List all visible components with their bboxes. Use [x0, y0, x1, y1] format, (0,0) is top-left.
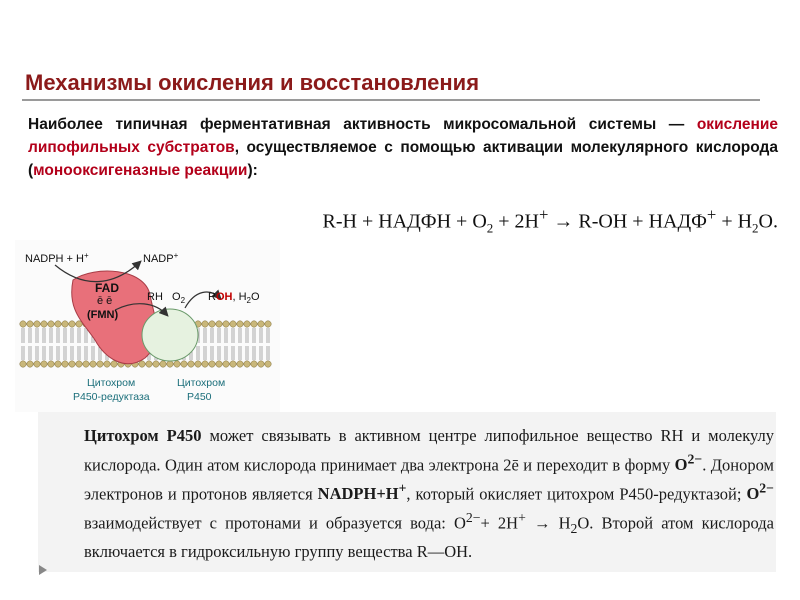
lipid-head: [216, 361, 222, 367]
lipid-head: [27, 361, 33, 367]
lipid-head: [153, 361, 159, 367]
reductase-label-line2: Р450-редуктаза: [73, 391, 150, 403]
eq-sup: +: [706, 205, 717, 224]
lipid-head: [20, 321, 26, 327]
lipid-head: [62, 321, 68, 327]
lipid-head: [251, 321, 257, 327]
eq-sup: +: [539, 205, 549, 224]
lipid-head: [230, 321, 236, 327]
eq-part: + 2H: [493, 210, 539, 233]
nadp-label: NADP+: [143, 251, 179, 265]
fad-label: FAD: [95, 281, 119, 295]
lipid-head: [76, 361, 82, 367]
p450-label-line1: Цитохром: [177, 377, 226, 389]
p450-label-line2: Р450: [187, 391, 212, 403]
eq-arrow: →: [548, 210, 579, 233]
lipid-head: [188, 361, 194, 367]
eq-sub: 2: [752, 220, 759, 236]
explanation-emph: O: [746, 484, 760, 504]
nadph-label: NADPH + H+: [25, 251, 89, 265]
explanation-part: может связывать в активном центре липофильное вещество RH и молекулу кислорода. Один атом кислорода принимает два электрона 2ē и переходит в форму: [84, 426, 774, 475]
explanation-sup: 2−: [759, 480, 774, 496]
cytochrome-diagram: [15, 240, 280, 412]
lipid-head: [265, 361, 271, 367]
lipid-head: [146, 361, 152, 367]
lipid-head: [55, 321, 61, 327]
slide-bullet-icon: [39, 565, 47, 575]
o2-label: $O_2$: [172, 291, 186, 305]
reaction-equation: [323, 205, 778, 237]
explanation-emph: Цитохром Р450: [84, 426, 202, 445]
p450-protein: [142, 309, 198, 361]
eq-part: O.: [758, 210, 778, 233]
reductase-label-line1: Цитохром: [87, 377, 136, 389]
lipid-head: [181, 361, 187, 367]
explanation-sup: 2−: [465, 509, 481, 525]
explanation-part: , который окисляет цитохром Р450-редуктазой;: [406, 484, 747, 504]
lipid-head: [160, 361, 166, 367]
lipid-head: [97, 361, 103, 367]
explanation-sup: 2−: [687, 451, 703, 467]
lipid-head: [69, 361, 75, 367]
explanation-text: [84, 424, 774, 564]
eq-part: + H: [716, 210, 753, 233]
para-suffix: ):: [247, 162, 258, 179]
explanation-text-image: [38, 412, 776, 572]
lipid-head: [41, 321, 47, 327]
lipid-head: [34, 361, 40, 367]
lipid-head: [202, 321, 208, 327]
lipid-head: [174, 361, 180, 367]
para-middle: , осуществляемое с помощью активации молекулярного кислорода (: [28, 139, 778, 179]
membrane-diagram-svg: [15, 240, 280, 412]
lipid-head: [244, 361, 250, 367]
para-prefix: Наиболее типичная ферментативная активность микросомальной системы —: [28, 116, 697, 133]
lipid-head: [223, 321, 229, 327]
lipid-head: [139, 361, 145, 367]
slide-title: Механизмы окисления и восстановления: [25, 70, 480, 95]
lipid-head: [251, 361, 257, 367]
lipid-head: [69, 321, 75, 327]
lipid-head: [223, 361, 229, 367]
explanation-sub: 2: [570, 520, 578, 536]
lipid-head: [104, 361, 110, 367]
lipid-head: [55, 361, 61, 367]
explanation-sup: +: [398, 480, 407, 496]
lipid-head: [34, 321, 40, 327]
explanation-part: → H: [525, 513, 571, 533]
lipid-head: [202, 361, 208, 367]
electrons-label: ē ē: [97, 295, 113, 307]
eq-part: R-H + НАДФН + O: [322, 210, 487, 233]
title-divider: [22, 99, 760, 101]
lipid-head: [62, 361, 68, 367]
product-label: ROH, $H_2O$: [208, 291, 260, 305]
lipid-head: [230, 361, 236, 367]
intro-paragraph: [28, 113, 778, 182]
lipid-head: [41, 361, 47, 367]
lipid-head: [111, 361, 117, 367]
lipid-head: [27, 321, 33, 327]
lipid-head: [244, 321, 250, 327]
fmn-label: (FMN): [87, 309, 119, 321]
explanation-emph: NADPH+H: [317, 484, 399, 504]
lipid-head: [216, 321, 222, 327]
explanation-part: . Донором электронов и протонов является: [84, 455, 774, 504]
lipid-head: [90, 361, 96, 367]
lipid-head: [195, 361, 201, 367]
para-highlight-monooxygenase: монооксигеназные реакции: [33, 162, 248, 179]
lipid-head: [20, 361, 26, 367]
eq-sub: 2: [486, 220, 494, 236]
explanation-sup: +: [518, 509, 526, 525]
para-highlight-oxidation: окисление липофильных субстратов: [28, 116, 778, 156]
lipid-head: [237, 361, 243, 367]
explanation-part: взаимодействует с протонами и образуется вода: O: [84, 513, 466, 533]
lipid-head: [209, 321, 215, 327]
lipid-head: [258, 361, 264, 367]
eq-part: R-OH + НАДФ: [578, 210, 707, 233]
lipid-head: [83, 361, 89, 367]
lipid-head: [237, 321, 243, 327]
lipid-head: [167, 361, 173, 367]
rh-label: RH: [147, 291, 163, 303]
lipid-head: [48, 321, 54, 327]
explanation-part: O. Второй атом кислорода включается в гидроксильную группу вещества R—OH.: [84, 513, 774, 562]
explanation-part: + 2H: [480, 513, 519, 533]
explanation-emph: O: [674, 455, 688, 475]
lipid-head: [258, 321, 264, 327]
lipid-head: [209, 361, 215, 367]
lipid-head: [265, 321, 271, 327]
lipid-head: [48, 361, 54, 367]
